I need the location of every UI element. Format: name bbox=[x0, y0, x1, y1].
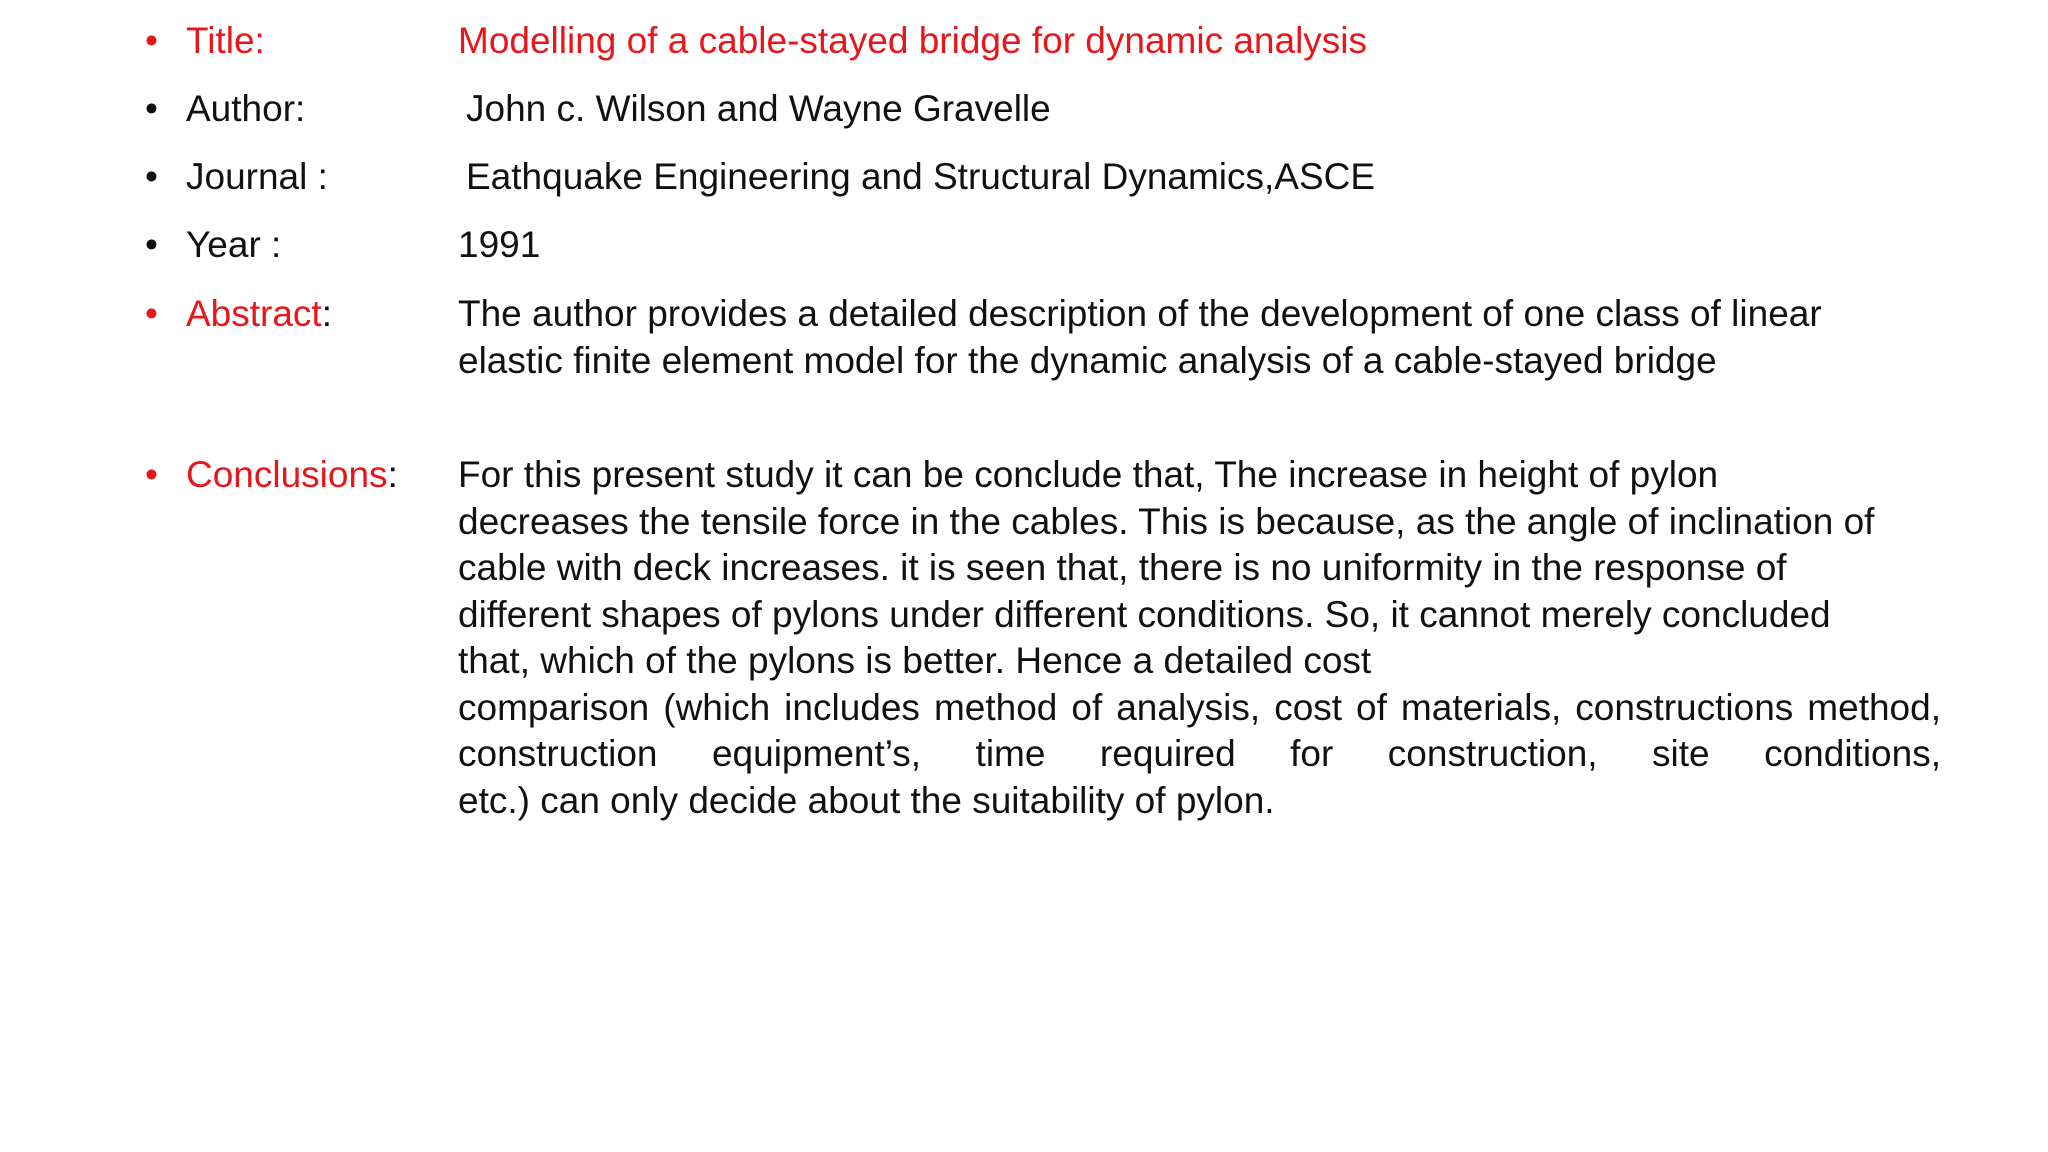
bullet: • bbox=[145, 293, 158, 334]
bullet: • bbox=[145, 454, 158, 495]
title-label: Title: bbox=[186, 20, 265, 61]
abstract-colon: : bbox=[321, 293, 332, 334]
bullet: • bbox=[145, 88, 158, 129]
conclusions-text-justified: comparison (which includes method of analysis, cost of materials, constructions method, construction equipment’s, time required for construction, site conditions, bbox=[458, 686, 1941, 774]
conclusions-label-group bbox=[186, 452, 398, 499]
bullet: • bbox=[145, 224, 158, 265]
abstract-label-group bbox=[186, 291, 332, 338]
conclusions-text-ragged: For this present study it can be conclude that, The increase in height of pylon decreases the tensile force in the cables. This is because, as the angle of inclination of cable with deck increases. it is seen that, there is no uniformity in the response of different shapes of pylons under different conditions. So, it cannot merely concluded that, which of the pylons is better. Hence a detailed cost bbox=[458, 454, 1875, 681]
conclusions-text-last: etc.) can only decide about the suitability of pylon. bbox=[458, 779, 1275, 821]
title-value: Modelling of a cable-stayed bridge for dynamic analysis bbox=[458, 20, 1368, 61]
author-label: Author: bbox=[186, 88, 306, 129]
year-label: Year : bbox=[186, 224, 282, 265]
year-value: 1991 bbox=[458, 224, 541, 265]
author-value: John c. Wilson and Wayne Gravelle bbox=[466, 88, 1051, 129]
journal-value: Eathquake Engineering and Structural Dynamics,ASCE bbox=[466, 156, 1376, 197]
conclusions-value bbox=[458, 452, 1941, 824]
bullet: • bbox=[145, 20, 158, 61]
abstract-label: Abstract bbox=[186, 293, 322, 334]
bullet: • bbox=[145, 156, 158, 197]
journal-label: Journal : bbox=[186, 156, 328, 197]
conclusions-label: Conclusions bbox=[186, 454, 388, 495]
abstract-value: The author provides a detailed description of the development of one class of linear elastic finite element model for the dynamic analysis of a cable-stayed bridge bbox=[458, 293, 1822, 381]
conclusions-colon: : bbox=[387, 454, 398, 495]
